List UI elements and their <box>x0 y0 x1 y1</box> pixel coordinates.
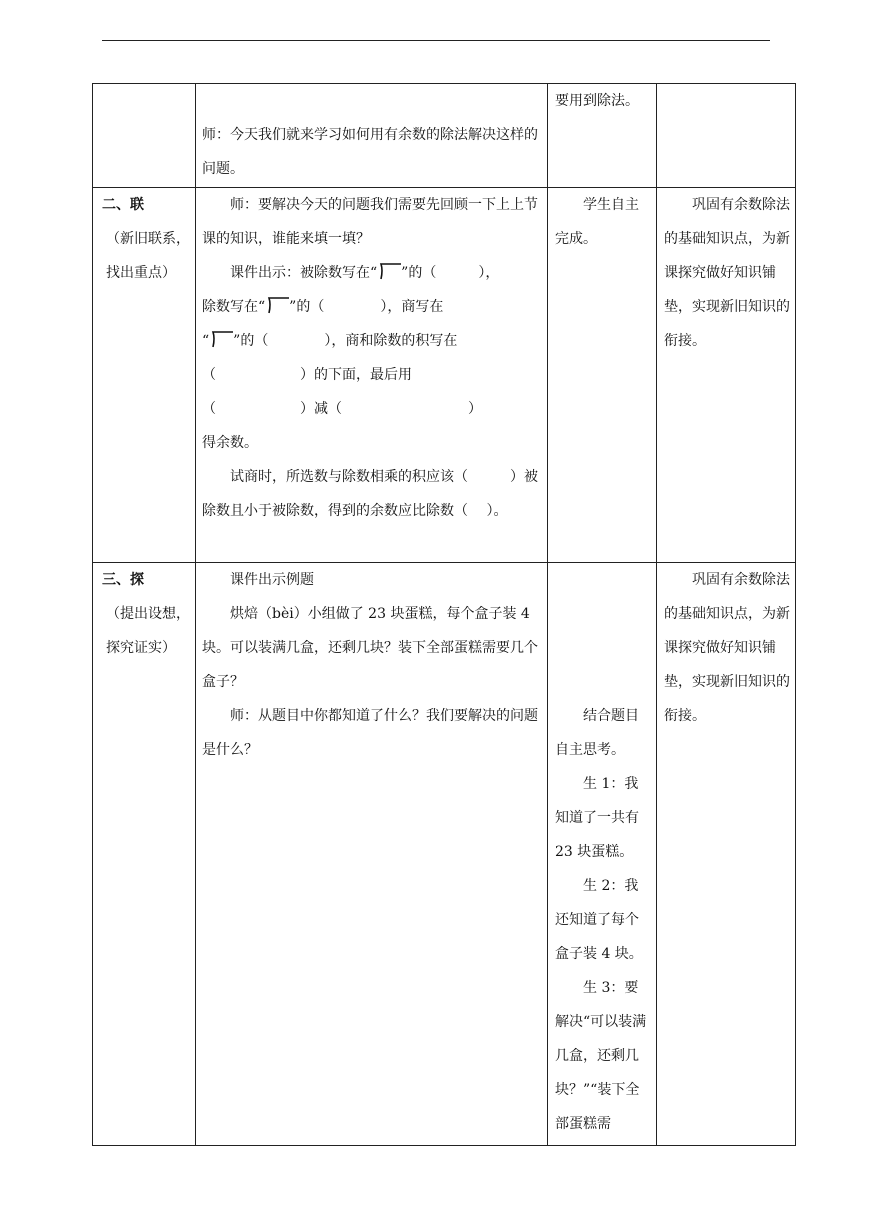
row2-process-cell <box>202 188 542 528</box>
table-col-divider <box>656 83 657 1146</box>
row2-fill-line-1 <box>202 256 542 290</box>
row1-process-cell <box>202 118 542 186</box>
row3-student-think: 结合题目自主思考。 <box>555 708 639 758</box>
row2-stage-title: 二、联 <box>102 197 144 213</box>
row3-student-cell <box>555 699 651 1141</box>
fill-text: 课件出示：被除数写在“ <box>230 265 378 281</box>
row3-student-3: 生 3：要解决“可以装满几盒，还剩几块？”“装下全部蛋糕需 <box>555 980 647 1132</box>
row3-student-1: 生 1：我知道了一共有 23 块蛋糕。 <box>555 776 639 860</box>
fill-text: “ <box>202 333 210 349</box>
division-bracket-icon <box>377 262 401 280</box>
table-col-divider <box>547 83 548 1146</box>
row2-purpose-text: 巩固有余数除法的基础知识点，为新课探究做好知识铺垫，实现新旧知识的衔接。 <box>664 197 790 349</box>
row1-activity-text: 要用到除法。 <box>555 93 639 109</box>
row2-fill-line-2 <box>202 290 542 324</box>
row2-stage-subtitle: （新旧联系，找出重点） <box>106 231 190 281</box>
fill-text: ”的（ ）， <box>401 265 500 281</box>
row2-fill-line-3 <box>202 324 542 358</box>
row2-fill-line-5: （ ）减（ ） <box>202 401 482 417</box>
row2-teacher-intro: 师：要解决今天的问题我们需要先回顾一下上上节课的知识，谁能来填一填？ <box>202 197 538 247</box>
fill-text: ”的（ ），商写在 <box>289 299 444 315</box>
table-border-right <box>795 83 796 1146</box>
header-rule <box>102 40 770 41</box>
table-col-divider <box>195 83 196 1146</box>
row2-stage-cell <box>96 188 190 290</box>
row2-trial-text: 试商时，所选数与除数相乘的积应该（ ）被除数且小于被除数，得到的余数应比除数（ ）。 <box>202 469 538 519</box>
fill-text: ”的（ ），商和除数的积写在 <box>233 333 458 349</box>
table-border-bottom <box>92 1145 796 1146</box>
row3-stage-title: 三、探 <box>102 572 144 588</box>
row2-fill-line-6: 得余数。 <box>202 435 258 451</box>
division-bracket-icon <box>265 296 289 314</box>
row2-student-cell <box>555 188 651 256</box>
row3-purpose-cell <box>664 563 792 733</box>
fill-text: 除数写在“ <box>202 299 266 315</box>
row3-student-2: 生 2：我还知道了每个盒子装 4 块。 <box>555 878 643 962</box>
row2-student-text: 学生自主完成。 <box>555 197 639 247</box>
division-bracket-icon <box>209 330 233 348</box>
row1-teacher-text: 师：今天我们就来学习如何用有余数的除法解决这样的问题。 <box>202 127 538 177</box>
row3-stage-subtitle: （提出设想，探究证实） <box>106 606 190 656</box>
table-border-left <box>92 83 93 1146</box>
row2-fill-line-4: （ ）的下面，最后用 <box>202 367 412 383</box>
row2-purpose-cell <box>664 188 792 358</box>
row3-problem-text: 烘焙（bèi）小组做了 23 块蛋糕，每个盒子装 4 块。可以装满几盒，还剩几块？装下全部蛋糕需要几个盒子？ <box>202 606 538 690</box>
row3-teacher-question: 师：从题目中你都知道了什么？我们要解决的问题是什么？ <box>202 708 538 758</box>
row3-process-cell <box>202 563 542 767</box>
row3-purpose-text: 巩固有余数除法的基础知识点，为新课探究做好知识铺垫，实现新旧知识的衔接。 <box>664 572 790 724</box>
row3-show-text: 课件出示例题 <box>230 572 314 588</box>
row1-activity-cell <box>555 84 651 118</box>
row3-stage-cell <box>96 563 190 665</box>
table-border-top <box>92 83 796 84</box>
